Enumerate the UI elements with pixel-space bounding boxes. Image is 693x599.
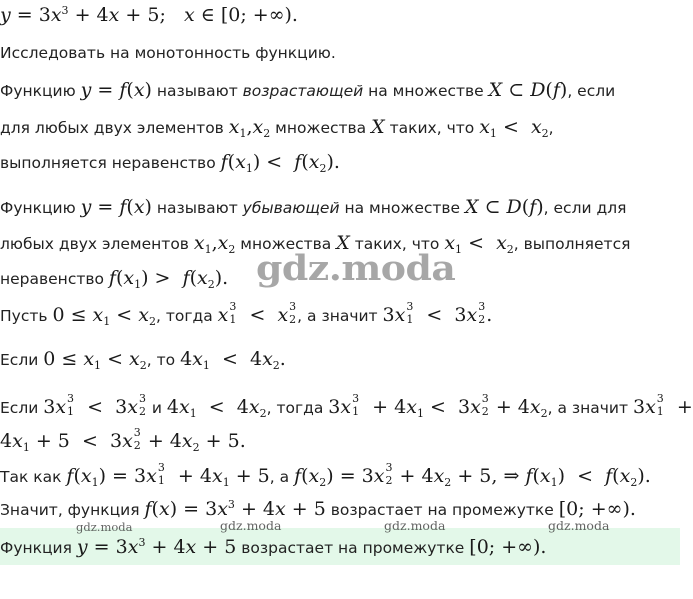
problem-formula: $y = 3x^3 + 4x + 5$; x ∈ [0; +∞). [0,4,298,26]
step-linear: Если $0 \le x_1 < x_2$, то $4x_1 < 4x_2$. [0,348,286,372]
word-if-for: , если для [543,199,627,217]
word-then-to: , то [146,351,176,369]
word-func: Функцию [0,199,76,217]
word-on-set: на множестве [344,199,461,217]
definition-decreasing-line-1: Функцию y = f(x) называют убывающей на множестве X ⊂ D(f), если для [0,196,627,218]
word-such-that: таких, что [389,119,475,137]
word-and: и [151,399,162,417]
definition-increasing-line-3: выполняется неравенство $f(x_1) < f(x_2)$. [0,151,340,175]
word-holds-tail: , выполняется [513,235,631,253]
word-and-a: , а [269,468,290,486]
word-inequality: неравенство [0,270,104,288]
word-then: , тогда [155,307,213,325]
word-of-set: множества [240,235,332,253]
final-answer: Функция $y = 3x^3 + 4x + 5$ возрастает на промежутке [0; +∞). [0,536,547,558]
watermark-small-4: gdz.moda [548,518,610,533]
definition-decreasing-line-2: любых двух элементов $x_1,x_2$ множества X таких, что $x_1 < x_2$, выполняется [0,232,631,256]
word-then: , тогда [266,399,324,417]
definition-decreasing-line-3: неравенство $f(x_1) > f(x_2)$. [0,267,229,291]
word-increases-on: возрастает на промежутке [330,501,554,519]
word-any-two: любых двух элементов [0,235,189,253]
word-if: Если [0,351,39,369]
word-on-set: на множестве [368,82,484,100]
word-such-that: таких, что [354,235,440,253]
word-of-set: множества [275,119,367,137]
watermark-small-1: gdz.moda [76,520,133,534]
word-named: называют [156,199,238,217]
step-sum-line-1: Если 3x 3 1 < 3x 3 2 и $4x_1 < 4x_2$, тогда 3x 3 1 + $4x_1 < 3x$ 3 2 + $4x_2$, а значит 3x 3 1 + [0,392,693,420]
word-named: называют [156,82,238,100]
word-since: Так как [0,468,62,486]
word-and-so: , а значит [297,307,378,325]
step-sum-line-2: $4x_1 + 5 < 3x$ 3 2 + $4x_2 + 5$. [0,426,246,454]
term-increasing: возрастающей [242,82,364,100]
word-let: Пусть [0,307,48,325]
word-and-so: , а значит [547,399,629,417]
word-if: Если [0,399,39,417]
word-hence-function: Значит, функция [0,501,140,519]
watermark-small-2: gdz.moda [220,518,282,533]
watermark-logo: gdz.moda [256,248,456,289]
step-cubes: Пусть $0 \le x_1 < x_2$, тогда x 3 1 < x 3 2 , а значит 3x 3 1 < 3x 3 2 . [0,300,493,328]
word-for-any-two: для любых двух элементов [0,119,224,137]
word-function: Функция [0,539,72,557]
word-func: Функцию [0,82,76,100]
task-text [0,44,680,62]
definition-increasing-line-2: для любых двух элементов $x_1,x_2$ множества X таких, что $x_1 < x_2$, [0,116,554,140]
word-increases-on: возрастает на промежутке [241,539,465,557]
watermark-small-3: gdz.moda [384,518,446,533]
step-conclusion: Значит, функция $f(x) = 3x^3 + 4x + 5$ возрастает на промежутке [0; +∞). [0,498,636,520]
word-holds: выполняется неравенство [0,154,216,172]
task-statement: Исследовать на монотонность функцию. [0,44,336,62]
step-function-compare: Так как $f(x_1) = 3x$ 3 1 + $4x_1 + 5$, а $f(x_2) = 3x$ 3 2 + $4x_2 + 5$, ⇒ $f(x_1) < f(x_2)$. [0,461,651,489]
word-if: , если [567,82,616,100]
term-decreasing: убывающей [242,199,340,217]
definition-increasing-line-1: Функцию y = f(x) называют возрастающей на множестве X ⊂ D(f), если [0,79,616,101]
